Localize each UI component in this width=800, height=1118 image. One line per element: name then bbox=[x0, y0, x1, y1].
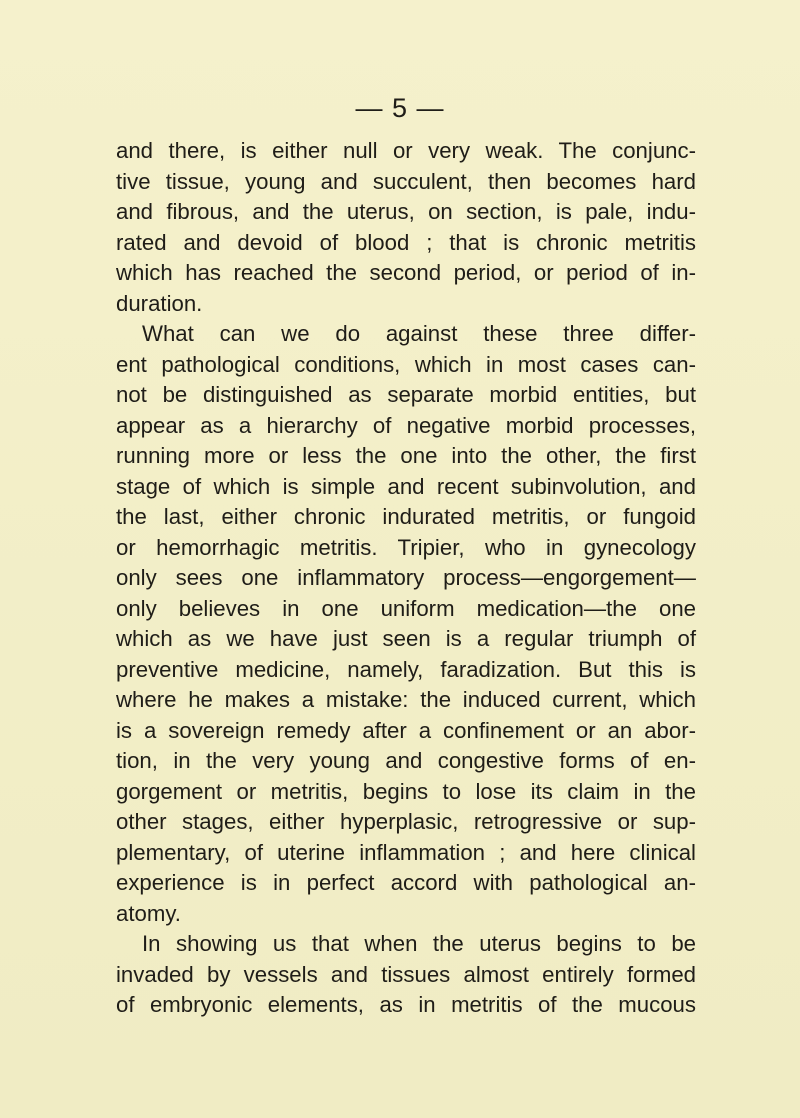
text-line: other stages, either hyperplasic, retrogressive or sup- bbox=[116, 809, 696, 834]
text-line: the last, either chronic indurated metritis, or fungoid bbox=[116, 504, 696, 529]
text-line: and fibrous, and the uterus, on section, is pale, indu- bbox=[116, 199, 696, 224]
text-line: stage of which is simple and recent subinvolution, and bbox=[116, 473, 696, 499]
text-line: appear as a hierarchy of negative morbid processes, bbox=[116, 412, 696, 438]
text-line: only believes in one uniform medication—the one bbox=[116, 595, 696, 621]
text-line: which has reached the second period, or period of in- bbox=[116, 260, 696, 285]
text-line: tion, in the very young and congestive forms of en- bbox=[116, 748, 696, 773]
text-line: or hemorrhagic metritis. Tripier, who in gynecology bbox=[116, 534, 696, 560]
text-line: and there, is either null or very weak. The conjunc- bbox=[116, 138, 696, 163]
text-line: ent pathological conditions, which in most cases can- bbox=[116, 351, 696, 377]
text-line: is a sovereign remedy after a confinement or an abor- bbox=[116, 717, 696, 743]
text-line: running more or less the one into the other, the first bbox=[116, 443, 696, 468]
text-line: duration. bbox=[116, 290, 203, 316]
text-line: What can we do against these three differ- bbox=[142, 321, 696, 346]
text-line: In showing us that when the uterus begins to be bbox=[142, 931, 696, 956]
text-line: of embryonic elements, as in metritis of the mucous bbox=[116, 992, 696, 1017]
text-line: experience is in perfect accord with pathological an- bbox=[116, 870, 696, 895]
text-line: rated and devoid of blood ; that is chronic metritis bbox=[116, 229, 696, 255]
text-line: plementary, of uterine inflammation ; and here clinical bbox=[116, 839, 696, 865]
text-line: tive tissue, young and succulent, then becomes hard bbox=[116, 168, 696, 194]
text-line: which as we have just seen is a regular triumph of bbox=[116, 626, 696, 651]
text-line: not be distinguished as separate morbid entities, but bbox=[116, 382, 696, 407]
text-line: atomy. bbox=[116, 900, 181, 926]
page-number: — 5 — bbox=[355, 93, 445, 123]
text-line: gorgement or metritis, begins to lose its claim in the bbox=[116, 778, 696, 804]
text-line: where he makes a mistake: the induced current, which bbox=[116, 687, 696, 712]
text-line: invaded by vessels and tissues almost entirely formed bbox=[116, 961, 696, 987]
text-line: only sees one inflammatory process—engorgement— bbox=[116, 565, 696, 590]
body-text bbox=[116, 136, 696, 1021]
text-line: preventive medicine, namely, faradization. But this is bbox=[116, 656, 696, 682]
